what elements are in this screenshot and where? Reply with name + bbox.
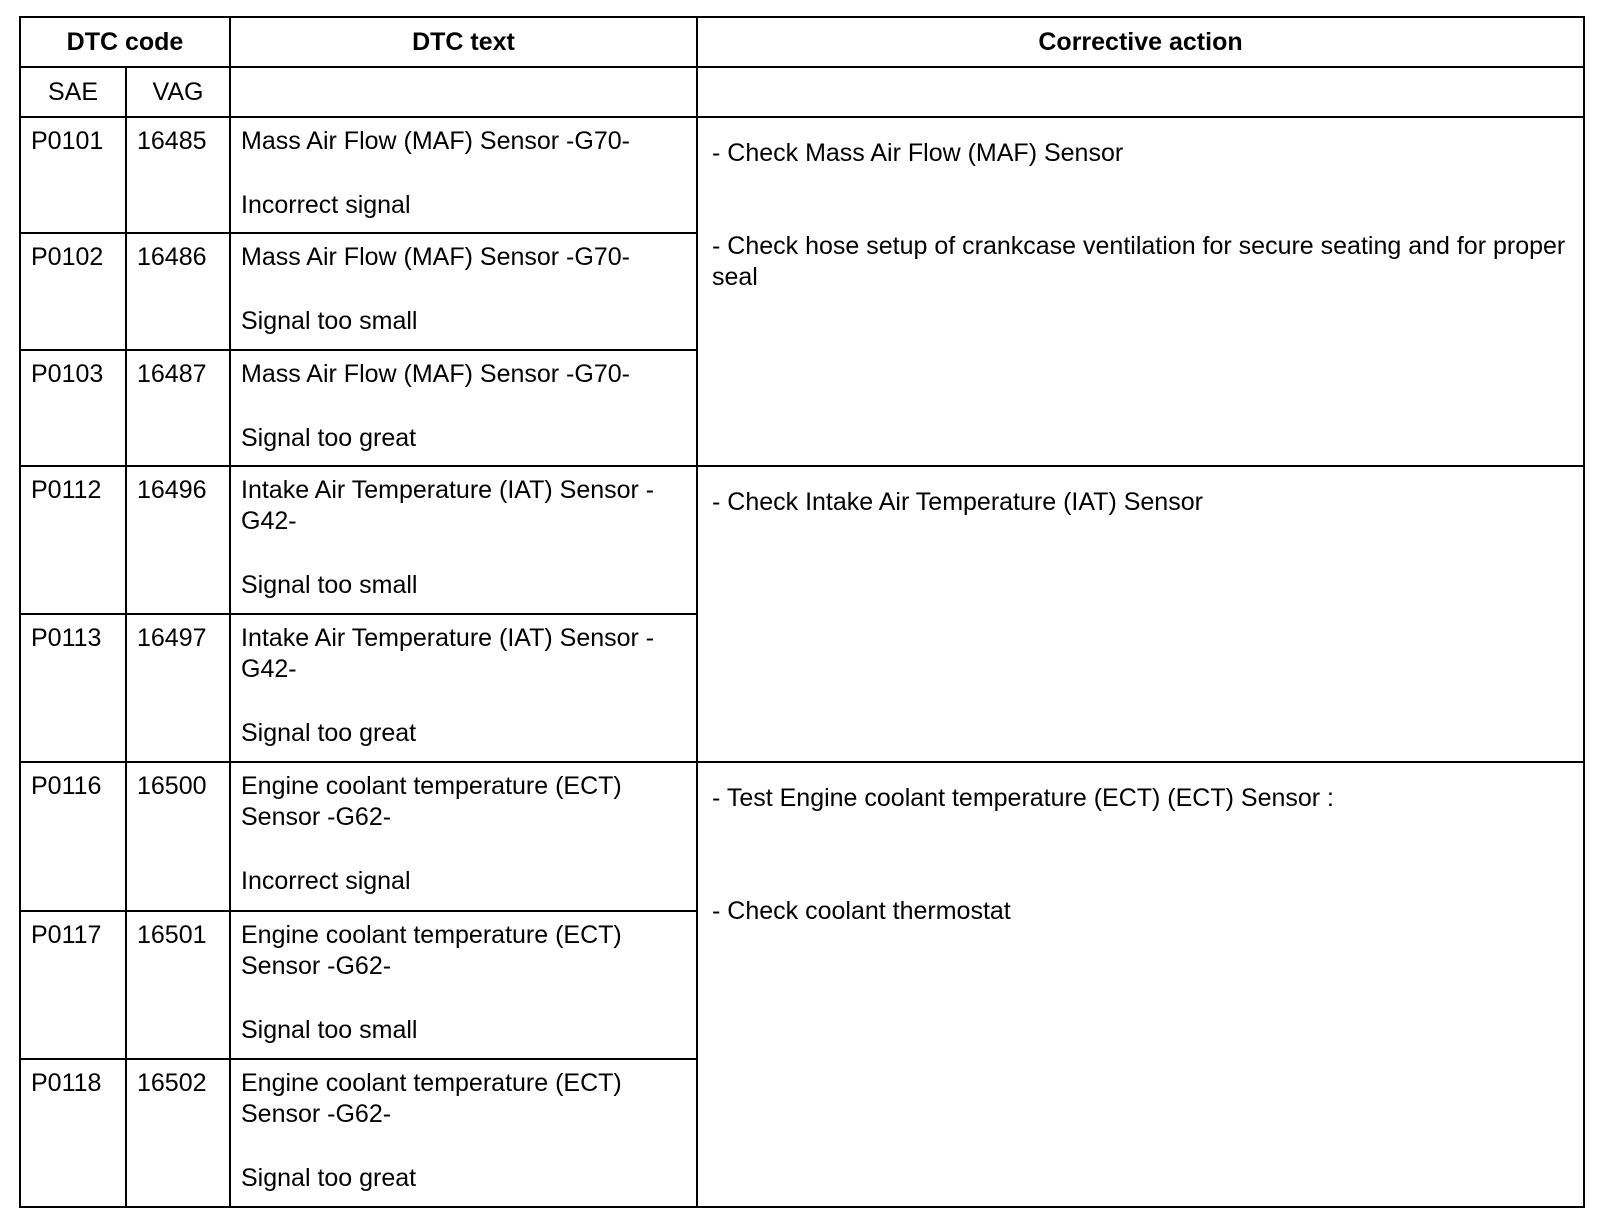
dtc-description: Intake Air Temperature (IAT) Sensor -G42- <box>241 475 655 535</box>
action-item: - Check coolant thermostat <box>712 897 1011 926</box>
dtc-status: Signal too great <box>241 423 417 452</box>
dtc-description: Mass Air Flow (MAF) Sensor -G70- <box>241 127 630 155</box>
dtc-description: Mass Air Flow (MAF) Sensor -G70- <box>241 243 630 272</box>
dtc-text-cell <box>230 1059 697 1207</box>
corrective-action-ect <box>697 762 1584 1207</box>
subheader-empty <box>697 67 1584 117</box>
sae-code: P0112 <box>20 466 126 614</box>
sae-code: P0117 <box>20 911 126 1059</box>
header-row <box>20 17 1584 67</box>
vag-code: 16485 <box>126 117 230 233</box>
vag-code: 16497 <box>126 614 230 762</box>
sae-code: P0102 <box>20 233 126 349</box>
dtc-status: Signal too small <box>241 307 418 336</box>
sae-code: P0118 <box>20 1059 126 1207</box>
dtc-description: Mass Air Flow (MAF) Sensor -G70- <box>241 359 630 388</box>
action-item: - Check Mass Air Flow (MAF) Sensor <box>712 139 1124 167</box>
dtc-status: Signal too great <box>241 1163 417 1192</box>
vag-code: 16500 <box>126 762 230 910</box>
sae-code: P0116 <box>20 762 126 910</box>
dtc-table <box>19 16 1585 1208</box>
sae-code: P0113 <box>20 614 126 762</box>
subheader-sae: SAE <box>20 67 126 117</box>
dtc-description: Engine coolant temperature (ECT) Sensor -G62- <box>241 1068 622 1128</box>
sae-code: P0103 <box>20 350 126 466</box>
dtc-text-cell <box>230 762 697 910</box>
action-item: - Check Intake Air Temperature (IAT) Sensor <box>712 487 1203 516</box>
dtc-description: Engine coolant temperature (ECT) Sensor -G62- <box>241 772 622 832</box>
dtc-status: Signal too small <box>241 570 418 599</box>
dtc-status: Incorrect signal <box>241 867 411 896</box>
table-row <box>20 117 1584 233</box>
table-row <box>20 762 1584 910</box>
dtc-text-cell <box>230 117 697 233</box>
header-dtc-text: DTC text <box>230 17 697 67</box>
dtc-status: Signal too small <box>241 1015 418 1044</box>
vag-code: 16486 <box>126 233 230 349</box>
dtc-text-cell <box>230 466 697 614</box>
action-item: - Test Engine coolant temperature (ECT) (ECT) Sensor : <box>712 784 1334 813</box>
action-item: - Check hose setup of crankcase ventilation for secure seating and for proper seal <box>712 232 1566 291</box>
corrective-action-maf <box>697 117 1584 466</box>
header-dtc-code: DTC code <box>20 17 230 67</box>
sae-code: P0101 <box>20 117 126 233</box>
vag-code: 16487 <box>126 350 230 466</box>
dtc-text-cell <box>230 614 697 762</box>
corrective-action-iat <box>697 466 1584 762</box>
dtc-description: Intake Air Temperature (IAT) Sensor -G42- <box>241 624 655 684</box>
table-row <box>20 466 1584 614</box>
dtc-status: Signal too great <box>241 719 417 748</box>
vag-code: 16496 <box>126 466 230 614</box>
dtc-text-cell <box>230 350 697 466</box>
dtc-text-cell <box>230 233 697 349</box>
dtc-description: Engine coolant temperature (ECT) Sensor -G62- <box>241 920 622 980</box>
dtc-status: Incorrect signal <box>241 191 411 219</box>
vag-code: 16502 <box>126 1059 230 1207</box>
subheader-empty <box>230 67 697 117</box>
header-corrective-action: Corrective action <box>697 17 1584 67</box>
subheader-vag: VAG <box>126 67 230 117</box>
subheader-row <box>20 67 1584 117</box>
vag-code: 16501 <box>126 911 230 1059</box>
dtc-text-cell <box>230 911 697 1059</box>
